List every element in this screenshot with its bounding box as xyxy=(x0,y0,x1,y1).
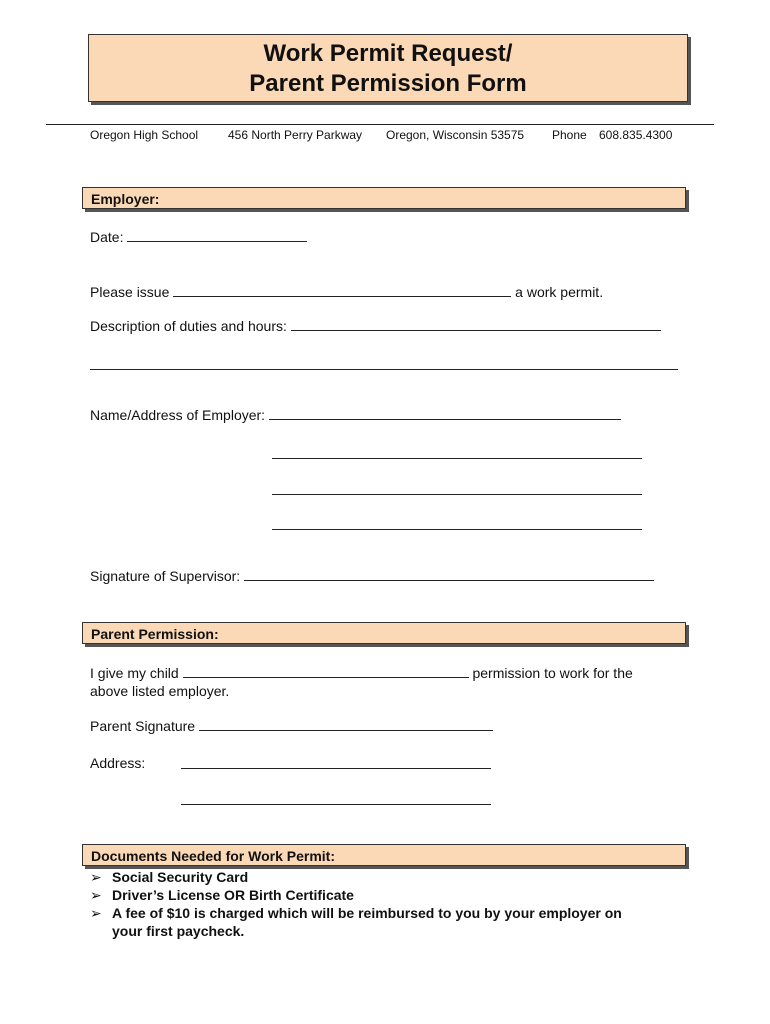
school-name: Oregon High School xyxy=(90,128,199,142)
employer-name-row xyxy=(90,407,621,423)
school-street: 456 North Perry Parkway xyxy=(228,128,363,142)
parent-address-label: Address: xyxy=(90,755,146,771)
date-row xyxy=(90,229,307,245)
child-name-field[interactable] xyxy=(183,665,469,678)
header-divider xyxy=(46,124,714,125)
documents-list xyxy=(90,868,690,940)
parent-signature-row xyxy=(90,718,493,734)
document-item xyxy=(90,868,690,886)
parent-signature-label: Parent Signature xyxy=(90,718,196,734)
permission-line2: above listed employer. xyxy=(90,683,230,699)
description-label: Description of duties and hours: xyxy=(90,318,287,334)
school-phone-label: Phone xyxy=(552,128,587,142)
please-issue-label: Please issue xyxy=(90,284,170,300)
employer-address-line2[interactable] xyxy=(272,494,642,495)
employer-section-header: Employer: xyxy=(82,187,686,209)
employer-name-field[interactable] xyxy=(269,407,621,420)
documents-section-header: Documents Needed for Work Permit: xyxy=(82,844,686,866)
permission-prefix: I give my child xyxy=(90,665,179,681)
school-city: Oregon, Wisconsin 53575 xyxy=(386,128,525,142)
description-field-line2[interactable] xyxy=(90,369,678,370)
form-title-line2: Parent Permission Form xyxy=(249,70,527,97)
school-phone: 608.835.4300 xyxy=(599,128,673,142)
permission-suffix: permission to work for the xyxy=(472,665,633,681)
parent-section-header: Parent Permission: xyxy=(82,622,686,644)
arrow-bullet-icon: ➢ xyxy=(90,905,102,921)
description-row xyxy=(90,318,661,334)
employer-name-label: Name/Address of Employer: xyxy=(90,407,266,423)
employer-address-line3[interactable] xyxy=(272,529,642,530)
parent-address-line2[interactable] xyxy=(181,804,491,805)
form-title-box xyxy=(88,34,688,102)
document-item-text: Driver’s License OR Birth Certificate xyxy=(112,887,354,903)
date-label: Date: xyxy=(90,229,124,245)
employer-address-line1[interactable] xyxy=(272,458,642,459)
parent-address-line1[interactable] xyxy=(181,768,491,769)
supervisor-signature-row xyxy=(90,568,654,584)
supervisor-signature-field[interactable] xyxy=(244,568,654,581)
description-field[interactable] xyxy=(291,318,661,331)
document-item xyxy=(90,904,690,940)
please-issue-row xyxy=(90,284,603,300)
document-item-text-continued: your first paycheck. xyxy=(112,923,245,939)
form-title-line1: Work Permit Request/ xyxy=(263,40,513,67)
permission-row xyxy=(90,665,633,681)
parent-signature-field[interactable] xyxy=(199,718,493,731)
date-field[interactable] xyxy=(127,229,307,242)
document-item xyxy=(90,886,690,904)
document-item-text: A fee of $10 is charged which will be reimbursed to you by your employer on xyxy=(112,905,622,921)
supervisor-signature-label: Signature of Supervisor: xyxy=(90,568,241,584)
document-item-text: Social Security Card xyxy=(112,869,249,885)
arrow-bullet-icon: ➢ xyxy=(90,869,102,885)
student-name-field[interactable] xyxy=(173,284,511,297)
arrow-bullet-icon: ➢ xyxy=(90,887,102,903)
please-issue-suffix: a work permit. xyxy=(515,284,604,300)
